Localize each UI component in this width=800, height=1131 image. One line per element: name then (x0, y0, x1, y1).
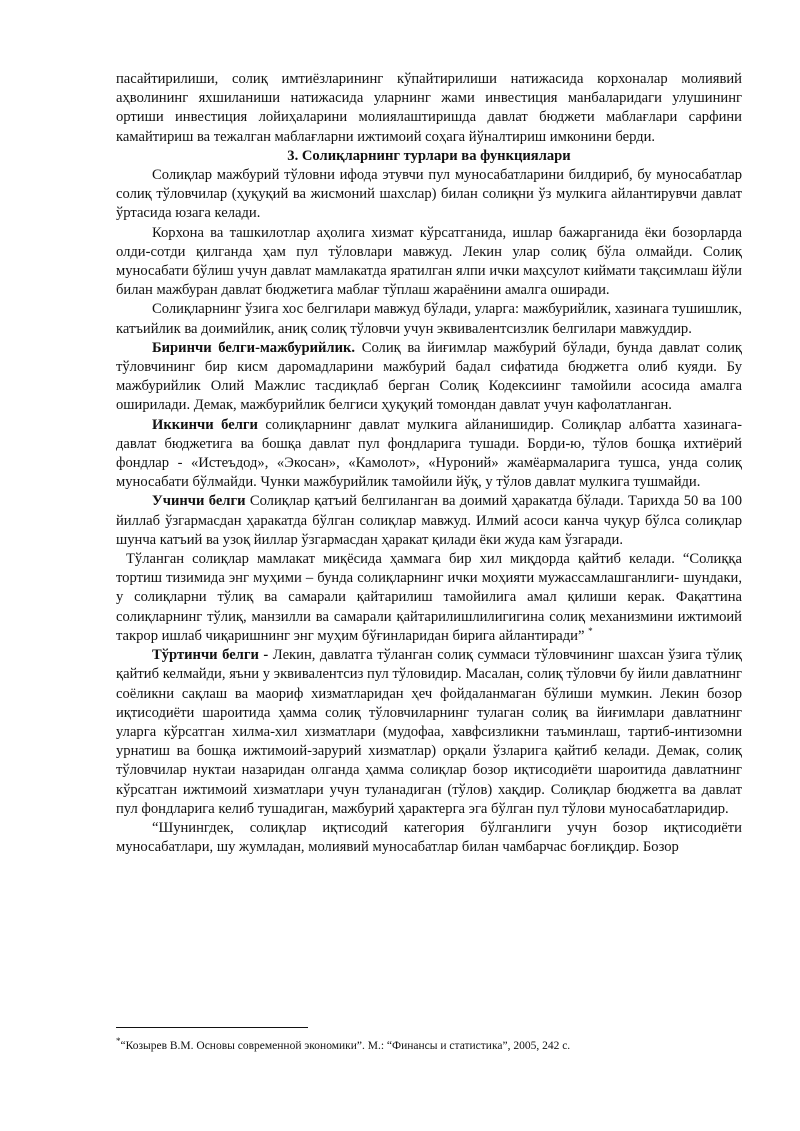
paragraph-4-text: Солиқ ва йиғимлар мажбурий бўлади, бунда давлат солиқ тўловчининг бир кисм даромадларини мажбурий бадал сифатида бюджетга олиб куяди. Бу мажбурийлик Олий Мажлис тасдиқлаб берган Солиқ Кодексиинг тамойили асосида амалга оширилади. Демак, мажбурийлик белгиси ҳуқуқий томондан давлат учун кафолатланган. (116, 339, 742, 414)
paragraph-6-text: Солиқлар қатъий белгиланган ва доимий ҳаракатда бўлади. Тарихда 50 ва 100 йиллаб ўзгармасдан ҳаракатда бўлган солиқлар мавжуд. Илмий асоси канча чуқур бўлса солиқлар шунча катъий ва узоқ йиллар ўзгармасдан ҳаракат қилади ёки жуда кам ўзгаради. (116, 493, 742, 548)
paragraph-9: “Шунингдек, солиқлар иқтисодий категория бўлганлиги учун бозор иқтисодиёти муносабатлари, шу жумладан, молиявий муносабатлар билан чамбарчас боғлиқдир. Бозор (116, 819, 742, 856)
section-heading: 3. Солиқларнинг турлари ва функциялари (287, 147, 571, 164)
paragraph-3: Солиқларнинг ўзига хос белгилари мавжуд бўлади, уларга: мажбурийлик, хазинага тушишлик, катъийлик ва доимийлик, аниқ солиқ тўловчи учун эквивалентсизлик белгилари мавжуддир. (116, 301, 742, 337)
footnote (116, 1036, 742, 1053)
first-feature-lead: Биринчи белги-мажбурийлик. (152, 339, 356, 356)
footnote-divider (116, 1027, 308, 1028)
footnote-text: “Козырев В.М. Основы современной экономики”. М.: “Финансы и статистика”, 2005, 242 с. (120, 1040, 571, 1052)
paragraph-6 (116, 492, 742, 550)
paragraph-5-text: солиқларнинг давлат мулкига айланишидир. Солиқлар албатта хазинага-давлат бюджетига ва бошқа давлат пул фондларига тушади. Борди-ю, тўлов бошқа ихтиёрий фондлар - «Истеъдод», «Экосан», «Камолот», «Нуроний» жамёармаларига тушса, унда солиқ муносабати бўлмайди. Чунки мажбурийлик тамойили йўқ, у тўлов давлат мулкига тушмайди. (116, 416, 742, 491)
paragraph-2: Корхона ва ташкилотлар аҳолига хизмат кўрсатганида, ишлар бажарганида ёки бозорларда олди-сотди қилганда ҳам пул тўловлари мавжуд. Лекин улар солиқ бўла олмайди. Солиқ муносабати бўлиш учун давлат мамлакатда яратилган ялпи ички маҳсулот киймати тақсимлаш йўли билан мажбуран давлат бюджетига маблағ тўплаш жараёнини амалга оширади. (116, 224, 742, 299)
paragraph-1: Солиқлар мажбурий тўловни ифода этувчи пул муносабатларини билдириб, бу муносабатлар солиқ тўловчилар (ҳуқуқий ва жисмоний шахслар) билан солиқни ўз мулкига айлантирувчи давлат ўртасида юзага келади. (116, 167, 742, 222)
paragraph-8 (116, 646, 742, 819)
paragraph-5 (116, 416, 742, 493)
footnote-mark: * (116, 1036, 121, 1047)
paragraph-7-text: Тўланган солиқлар мамлакат миқёсида ҳаммага бир хил миқдорда қайтиб келади. “Солиққа тортиш тизимида энг муҳими – бунда солиқларнинг ички моҳияти мужассамлашганлиги- шундаки, у солиқларни тўлиқ ва самарали қайтарилиш тамойилига амал қилиши керак. Фақаттина солиқларнинг тўлиқ, манзилли ва самарали қайтарилишлилигигина солиқ механизмини ижтимоий такрор ишлаб чиқаришнинг энг муҳим бўғинларидан бирига айлантиради” (116, 551, 742, 644)
paragraph-intro: пасайтирилиши, солиқ имтиёзларининг кўпайтирилиши натижасида корхоналар молиявий аҳволининг яхшиланиши натижасида уларнинг жами инвестиция манбаларидаги улушининг ортиши инвестиция лойиҳаларини молиялаштиришда давлат бюджети маблағлари сарфини камайтириш ва тежалган маблағларни ижтимоий соҳага йўналтириш имконини берди. (116, 71, 742, 145)
third-feature-lead: Учинчи белги (152, 493, 246, 510)
paragraph-4 (116, 339, 742, 416)
document-body (116, 70, 742, 857)
second-feature-lead: Иккинчи белги (152, 416, 258, 433)
footnote-reference-mark: * (588, 626, 593, 637)
paragraph-8-text: Лекин, давлатга тўланган солиқ суммаси тўловчининг шахсан ўзига тўлиқ қайтиб келмайди, яъни у эквивалентсиз пул тўловидир. Масалан, солиқ тўловчи бу йили давлатнинг соёликни сақлаш ва маориф хизматларидан ҳеч фойдаланмаган бўлиши мумкин. Лекин бозор иқтисодиёти шароитида ҳамма солиқ тўловчиларнинг тулаган солиқ ва йиғимлари давлатнинг уларга кўрсатган хилма-хил хизматлари (мудофаа, хавфсизликни таъминлаш, тартиб-интизомни урнатиш ва бошқа ижтимоий-зарурий хизматлар) орқали ўзларига қайтиб келади. Демак, солиқ тўловчилар нуктаи назаридан олганда ҳамма солиқлар бозор иқтисодиёти шароитида давлатнинг кўрсатган ижтимоий хизматлари учун туланадиган (тўлов) хақдир. Солиқлар бюджетга ва давлат пул фондларига келиб тушадиган, мажбурий ҳарактерга эга бўлган пул тўлови муносабатларидир. (116, 647, 742, 817)
paragraph-7 (116, 550, 742, 646)
fourth-feature-lead: Тўртинчи белги - (152, 647, 269, 664)
